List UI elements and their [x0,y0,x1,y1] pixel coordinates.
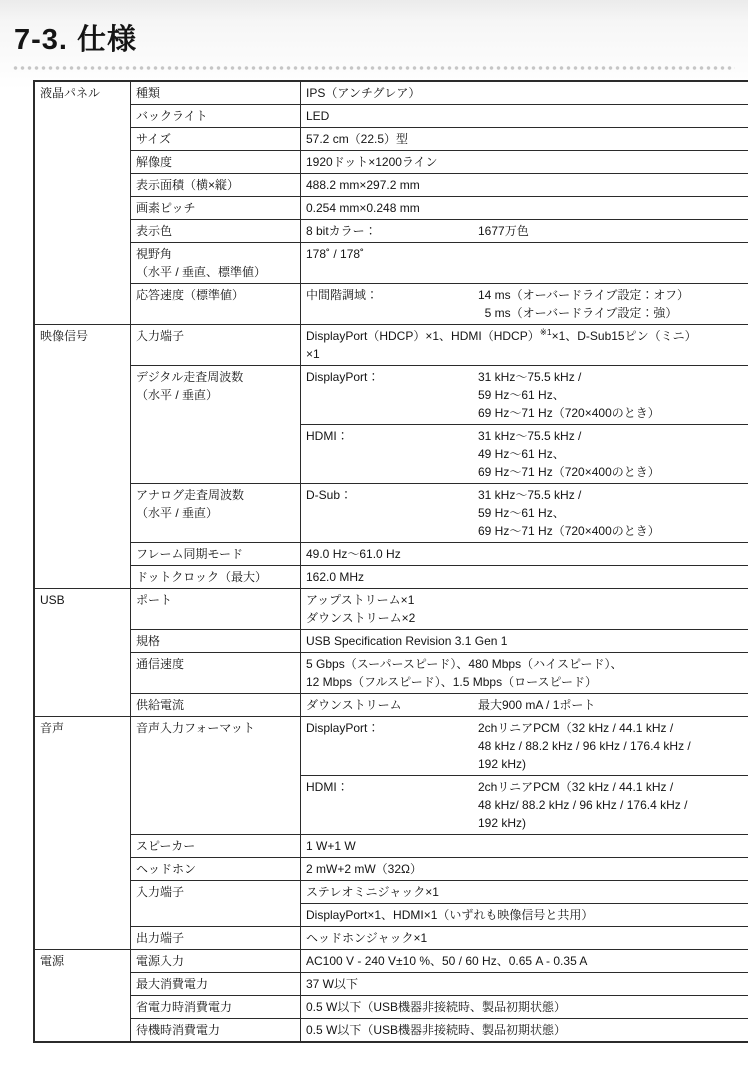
spec-value-cell: 2 mW+2 mW（32Ω） [301,858,748,881]
spec-row [34,996,748,1019]
spec-table-body [34,81,748,1042]
spec-value-cell [301,694,748,717]
spec-value-cell: 0.254 mm×0.248 mm [301,197,748,220]
spec-value-sublabel: 8 bitカラー： [306,224,377,238]
spec-item-cell: 視野角 （水平 / 垂直、標準値） [131,243,301,284]
spec-value-cell: IPS（アンチグレア） [301,81,748,105]
spec-value-cell [301,366,748,425]
spec-row [34,197,748,220]
page-title: 7-3. 仕様 [14,24,138,56]
spec-item-cell: 通信速度 [131,653,301,694]
spec-value-cell: ヘッドホンジャック×1 [301,927,748,950]
spec-row [34,128,748,151]
spec-item-cell: 入力端子 [131,881,301,927]
spec-value-cell [301,484,748,543]
spec-item-cell: 電源入力 [131,950,301,973]
spec-item-cell: フレーム同期モード [131,543,301,566]
spec-row [34,566,748,589]
spec-row [34,325,748,366]
spec-item-cell: 音声入力フォーマット [131,717,301,835]
spec-item-cell: 省電力時消費電力 [131,996,301,1019]
spec-category-cell: 電源 [34,950,131,1043]
spec-value-sublabel: 中間階調域： [306,288,379,302]
spec-item-cell: バックライト [131,105,301,128]
spec-value-cell: 5 Gbps（スーパースピード）、480 Mbps（ハイスピード）、 12 Mbps（フルスピード）、1.5 Mbps（ロースピード） [301,653,748,694]
spec-item-cell: 応答速度（標準値） [131,284,301,325]
spec-value-cell: ステレオミニジャック×1 [301,881,748,904]
spec-item-cell: スピーカー [131,835,301,858]
spec-category-cell: 映像信号 [34,325,131,589]
spec-row [34,653,748,694]
spec-value-cell [301,425,748,484]
spec-value-sublabel: HDMI： [306,429,349,443]
spec-value-text: 2chリニアPCM（32 kHz / 44.1 kHz / 48 kHz / 88.2 kHz / 96 kHz / 176.4 kHz / 192 kHz) [478,721,691,771]
spec-value-cell: 178˚ / 178˚ [301,243,748,284]
spec-item-cell: 出力端子 [131,927,301,950]
spec-row [34,717,748,776]
spec-value-cell [301,220,748,243]
spec-row [34,630,748,653]
spec-value-cell: USB Specification Revision 3.1 Gen 1 [301,630,748,653]
spec-value-cell: 162.0 MHz [301,566,748,589]
spec-category-cell: USB [34,589,131,717]
spec-value-text: 31 kHz～75.5 kHz / 59 Hz～61 Hz、 69 Hz～71 Hz（720×400のとき） [478,370,660,420]
spec-value-cell: 0.5 W以下（USB機器非接続時、製品初期状態） [301,996,748,1019]
spec-row [34,835,748,858]
spec-item-cell: 入力端子 [131,325,301,366]
spec-row [34,858,748,881]
spec-item-cell: 画素ピッチ [131,197,301,220]
spec-value-cell: 57.2 cm（22.5）型 [301,128,748,151]
spec-value-cell: 49.0 Hz～61.0 Hz [301,543,748,566]
spec-value-cell: アップストリーム×1 ダウンストリーム×2 [301,589,748,630]
spec-row [34,81,748,105]
spec-value-cell: LED [301,105,748,128]
spec-value-cell: 37 W以下 [301,973,748,996]
spec-row [34,1019,748,1043]
spec-value-text: 14 ms（オーバードライブ設定：オフ） 5 ms（オーバードライブ設定：強） [478,288,689,320]
spec-item-cell: 最大消費電力 [131,973,301,996]
spec-row [34,174,748,197]
spec-row [34,694,748,717]
spec-value-sublabel: DisplayPort： [306,370,380,384]
spec-value-text: 31 kHz～75.5 kHz / 59 Hz～61 Hz、 69 Hz～71 Hz（720×400のとき） [478,488,660,538]
spec-item-cell: 待機時消費電力 [131,1019,301,1043]
spec-value-sublabel: DisplayPort： [306,721,380,735]
spec-row [34,284,748,325]
spec-value-cell: 1 W+1 W [301,835,748,858]
spec-value-cell: 488.2 mm×297.2 mm [301,174,748,197]
spec-item-cell: ドットクロック（最大） [131,566,301,589]
spec-row [34,543,748,566]
spec-item-cell: デジタル走査周波数 （水平 / 垂直） [131,366,301,484]
spec-row [34,589,748,630]
spec-item-cell: ヘッドホン [131,858,301,881]
spec-row [34,484,748,543]
spec-item-cell: 種類 [131,81,301,105]
spec-item-cell: サイズ [131,128,301,151]
spec-value-sublabel: D-Sub： [306,488,353,502]
spec-value-cell: DisplayPort×1、HDMI×1（いずれも映像信号と共用） [301,904,748,927]
spec-table [33,80,748,1043]
spec-value-text: 31 kHz～75.5 kHz / 49 Hz～61 Hz、 69 Hz～71 Hz（720×400のとき） [478,429,660,479]
spec-row [34,950,748,973]
spec-value-cell: DisplayPort（HDCP）×1、HDMI（HDCP）$^{※1}$×1、D-Sub15ピン（ミニ） ×1 [301,325,748,366]
spec-category-cell: 音声 [34,717,131,950]
spec-value-text: 最大900 mA / 1ポート [478,698,596,712]
spec-value-cell: 0.5 W以下（USB機器非接続時、製品初期状態） [301,1019,748,1043]
spec-row [34,881,748,904]
title-dotted-divider [13,65,735,71]
spec-row [34,243,748,284]
spec-item-cell: 解像度 [131,151,301,174]
spec-value-cell: 1920ドット×1200ライン [301,151,748,174]
spec-item-cell: 表示色 [131,220,301,243]
spec-item-cell: 表示面積（横×縦） [131,174,301,197]
spec-item-cell: ポート [131,589,301,630]
spec-item-cell: 供給電流 [131,694,301,717]
spec-value-cell: AC100 V - 240 V±10 %、50 / 60 Hz、0.65 A - 0.35 A [301,950,748,973]
spec-row [34,105,748,128]
spec-row [34,927,748,950]
spec-row [34,366,748,425]
spec-category-cell: 液晶パネル [34,81,131,325]
spec-value-cell [301,717,748,776]
spec-value-sublabel: HDMI： [306,780,349,794]
spec-row [34,220,748,243]
spec-value-text: 2chリニアPCM（32 kHz / 44.1 kHz / 48 kHz/ 88.2 kHz / 96 kHz / 176.4 kHz / 192 kHz) [478,780,688,830]
spec-row [34,973,748,996]
spec-value-sublabel: ダウンストリーム [306,698,402,712]
spec-value-cell [301,776,748,835]
spec-item-cell: 規格 [131,630,301,653]
spec-item-cell: アナログ走査周波数 （水平 / 垂直） [131,484,301,543]
spec-value-text: 1677万色 [478,224,529,238]
spec-row [34,151,748,174]
spec-value-cell [301,284,748,325]
